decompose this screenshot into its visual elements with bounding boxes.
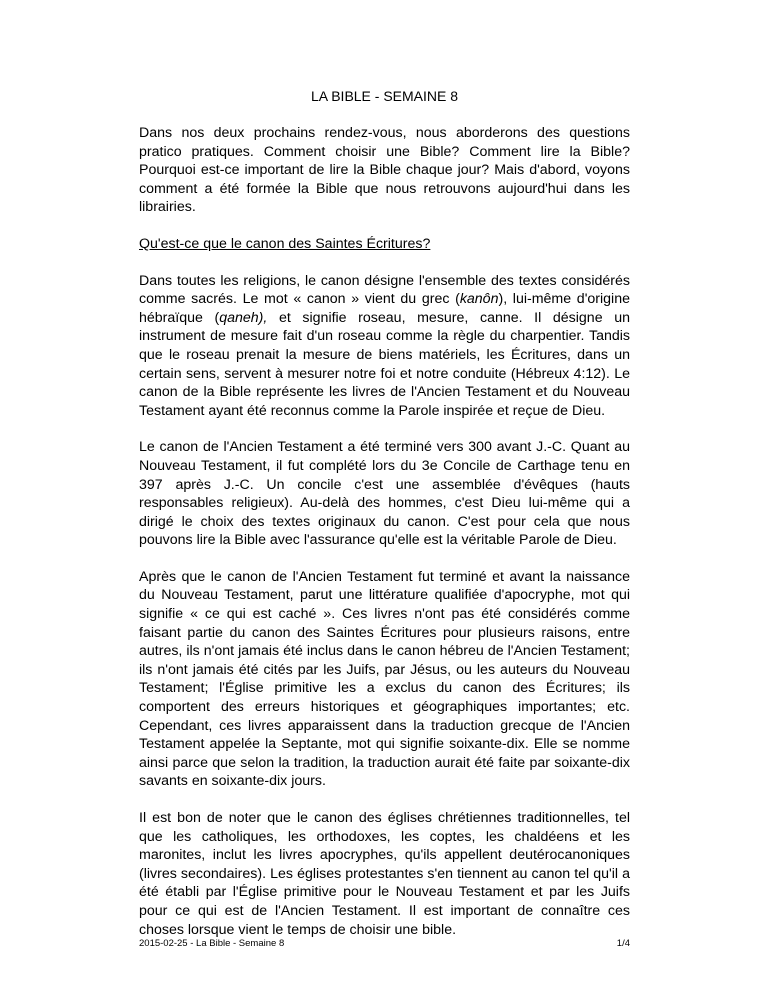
p1-qaneh: qaneh), [219, 309, 268, 326]
paragraph-churches: Il est bon de noter que le canon des églises chrétiennes traditionnelles, tel que les catholiques, les orthodoxes, les coptes, les chaldéens et les maronites, inclut les livres apocryphes, qu'ils appellent deutérocanoniques (livres secondaires). Les églises protestantes s'en tiennent au canon tel qu'il a été établi par l'Église primitive pour le Nouveau Testament et par les Juifs pour ce qui est de l'Ancien Testament. Il est important de connaître ces choses lorsque vient le temps de choisir une bible. [139, 810, 630, 938]
paragraph-canon-history: Le canon de l'Ancien Testament a été terminé vers 300 avant J.-C. Quant au Nouveau Testament, il fut complété lors du 3e Concile de Carthage tenu en 397 après J.-C. Un concile c'est une assemblée d'évêques (hauts responsables religieux). Au-delà des hommes, c'est Dieu lui-même qui a dirigé le choix des textes originaux du canon. C'est pour cela que nous pouvons lire la Bible avec l'assurance qu'elle est la véritable Parole de Dieu. [139, 439, 630, 549]
p1-kanon: kanôn [459, 291, 499, 308]
p1-text-c: et signifie roseau, mesure, canne. Il désigne un instrument de mesure fait d'un roseau comme la règle du charpentier. Tandis que le roseau prenait la mesure de biens matériels, les Écritures, dans un certain sens, servent à mesurer notre foi et notre conduite (Hébreux 4:12). Le canon de la Bible représente les livres de l'Ancien Testament et du Nouveau Testament ayant été reconnus comme la Parole inspirée et reçue de Dieu. [139, 309, 630, 419]
paragraph-canon-definition [139, 272, 630, 421]
paragraph-apocrypha: Après que le canon de l'Ancien Testament fut terminé et avant la naissance du Nouveau Testament, parut une littérature qualifiée d'apocryphe, mot qui signifie « ce qui est caché ». Ces livres n'ont pas été considérés comme faisant partie du canon des Saintes Écritures pour plusieurs raisons, entre autres, ils n'ont jamais été inclus dans le canon hébreu de l'Ancien Testament; ils n'ont jamais été cités par les Juifs, par Jésus, ou les auteurs du Nouveau Testament; l'Église primitive les a exclus du canon des Écritures; ils comportent des erreurs historiques et géographiques importantes; etc. Cependant, ces livres apparaissent dans la traduction grecque de l'Ancien Testament appelée la Septante, mot qui signifie soixante-dix. Elle se nomme ainsi parce que selon la tradition, la traduction aurait été faite par soixante-dix savants en soixante-dix jours. [139, 568, 630, 790]
p1-text-a: Dans toutes les religions, le canon désigne l'ensemble des textes considérés comme sacrés. Le mot « canon » vient du grec ( [139, 272, 630, 308]
page-number: 1/4 [616, 938, 630, 949]
section-heading: Qu'est-ce que le canon des Saintes Écritures? [139, 235, 431, 252]
intro-paragraph: Dans nos deux prochains rendez-vous, nous aborderons des questions pratico pratiques. Comment choisir une Bible? Comment lire la Bible? Pourquoi est-ce important de lire la Bible chaque jour? Mais d'abord, voyons comment a été formée la Bible que nous retrouvons aujourd'hui dans les librairies. [139, 125, 630, 216]
footer-date-title: 2015-02-25 - La Bible - Semaine 8 [139, 938, 285, 949]
page-body [139, 86, 630, 957]
p1-text-b: ), lui-même d'origine hébraïque ( [139, 291, 630, 326]
page-title: LA BIBLE - SEMAINE 8 [310, 88, 459, 104]
